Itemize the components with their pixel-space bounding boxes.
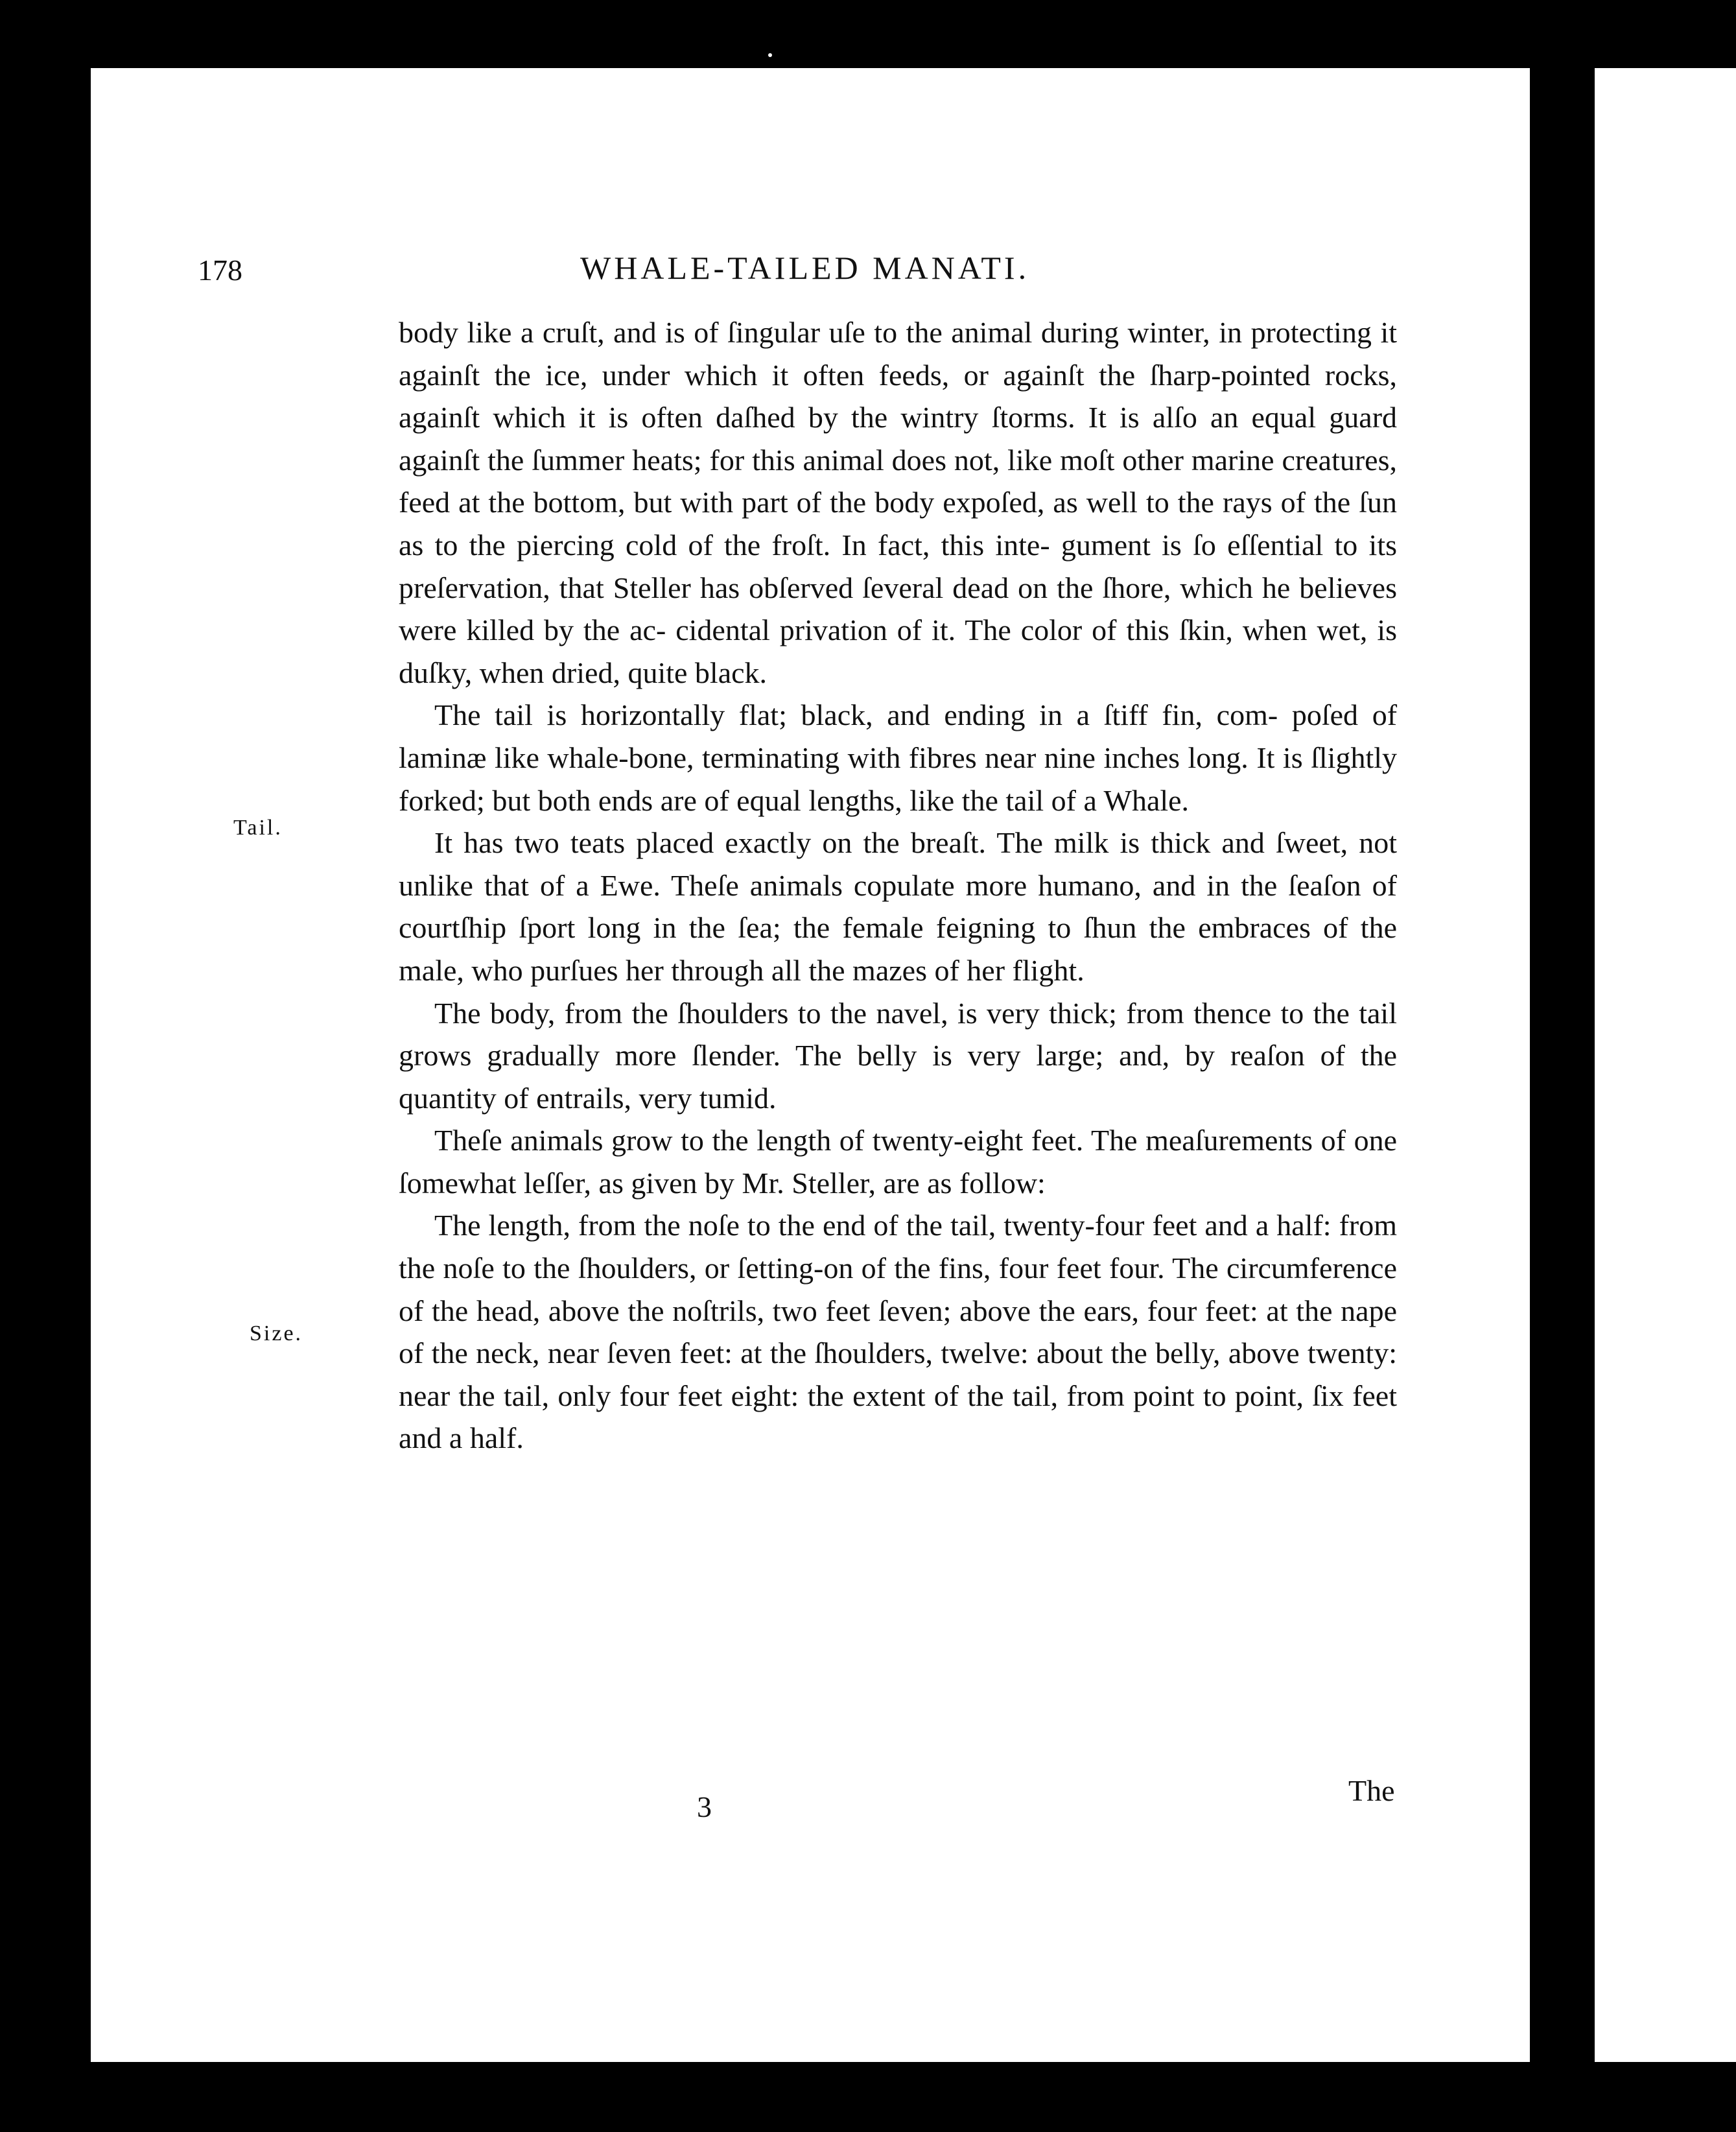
text-line: meaſurements of one ſomewhat leſſer, as given by Mr. Steller, are as: [399, 1124, 1397, 1200]
text-line: of the ſun as to the piercing cold of the froſt. In fact, this inte-: [399, 486, 1398, 562]
page-number: 178: [198, 254, 242, 287]
text-line: wintry ſtorms. It is alſo an equal guard againſt the ſummer heats;: [399, 401, 1398, 477]
text-line: ſeveral dead on the ſhore, which he believes were killed by the ac-: [399, 571, 1397, 647]
paragraph: [399, 1119, 1397, 1204]
paragraph: [399, 992, 1397, 1120]
body-text: [399, 311, 1397, 1460]
text-line: fins, four feet four. The circumference of the head, above the: [399, 1251, 1398, 1327]
margin-note-tail: Tail.: [233, 816, 283, 840]
text-line: The tail is horizontally flat; black, and ending in a ſtiff fin, com-: [434, 698, 1278, 732]
text-line: lengths, like the tail of a Whale.: [808, 783, 1190, 817]
margin-note-size: Size.: [250, 1321, 303, 1345]
scan-speck: [156, 110, 162, 117]
paragraph: [399, 694, 1397, 822]
text-line: The body, from the ſhoulders to the navel, is very thick; from: [434, 996, 1184, 1030]
catchword: The: [1348, 1774, 1395, 1807]
text-line: follow:: [959, 1166, 1046, 1200]
text-line: Theſe animals grow to the length of twenty-eight feet. The: [434, 1124, 1138, 1157]
running-title: WHALE-TAILED MANATI.: [580, 250, 1030, 286]
text-line: gument is ſo eſſential to its preſervation, that Steller has obſerved: [399, 528, 1397, 604]
scan-speck: [768, 53, 772, 57]
paragraph: [399, 822, 1397, 991]
text-line: the bottom, but with part of the body expoſed, as well to the rays: [488, 486, 1273, 519]
text-line: feet and a half: from the noſe to the ſhoulders, or ſetting-on of the: [399, 1209, 1398, 1285]
text-line: It has two teats placed exactly on the breaſt. The milk is thick: [434, 826, 1211, 860]
signature-mark: 3: [697, 1790, 712, 1823]
paragraph: [399, 1204, 1397, 1460]
text-line: tail, from point to point, ſix feet and a half.: [399, 1379, 1398, 1455]
text-line: humano, and in the ſeaſon of courtſhip ſport long in the ſea; the: [399, 868, 1397, 945]
text-line: inches long. It is ſlightly forked; but both ends are of equal: [399, 740, 1398, 817]
text-line: female feigning to ſhun the embraces of the male, who purſues her: [399, 911, 1397, 987]
text-line: large; and, by reaſon of the quantity of entrails, very tumid.: [399, 1039, 1398, 1115]
text-line: neck, near ſeven feet: at the ſhoulders, twelve: about the belly,: [476, 1336, 1221, 1370]
text-line: when dried, quite black.: [479, 656, 768, 689]
text-line: noſtrils, two feet ſeven; above the ears, four feet: at the nape of the: [399, 1294, 1397, 1370]
text-line: above twenty: near the tail, only four feet eight: the extent of the: [399, 1336, 1398, 1412]
text-line: The length, from the noſe to the end of the tail, twenty-four: [434, 1209, 1145, 1242]
text-line: for this animal does not, like moſt other marine creatures, feed at: [399, 443, 1397, 519]
text-line: and ſweet, not unlike that of a Ewe. Theſe animals copulate more: [399, 826, 1398, 902]
text-line: through all the mazes of her flight.: [671, 953, 1085, 987]
text-line: poſed of laminæ like whale-bone, terminating with fibres near nine: [399, 698, 1398, 774]
facing-page-edge: [1595, 68, 1736, 2062]
paragraph: [399, 311, 1397, 694]
text-line: thence to the tail grows gradually more ſlender. The belly is very: [399, 996, 1397, 1072]
text-line: cidental privation of it. The color of this ſkin, when wet, is duſky,: [399, 613, 1397, 689]
text-line: body like a cruſt, and is of ſingular uſe to the animal during winter,: [399, 316, 1210, 349]
page-gutter: [1530, 68, 1595, 2062]
text-line: in protecting it againſt the ice, under which it often feeds, or againſt: [399, 316, 1398, 392]
text-line: the ſharp-pointed rocks, againſt which it is often daſhed by the: [399, 358, 1398, 434]
